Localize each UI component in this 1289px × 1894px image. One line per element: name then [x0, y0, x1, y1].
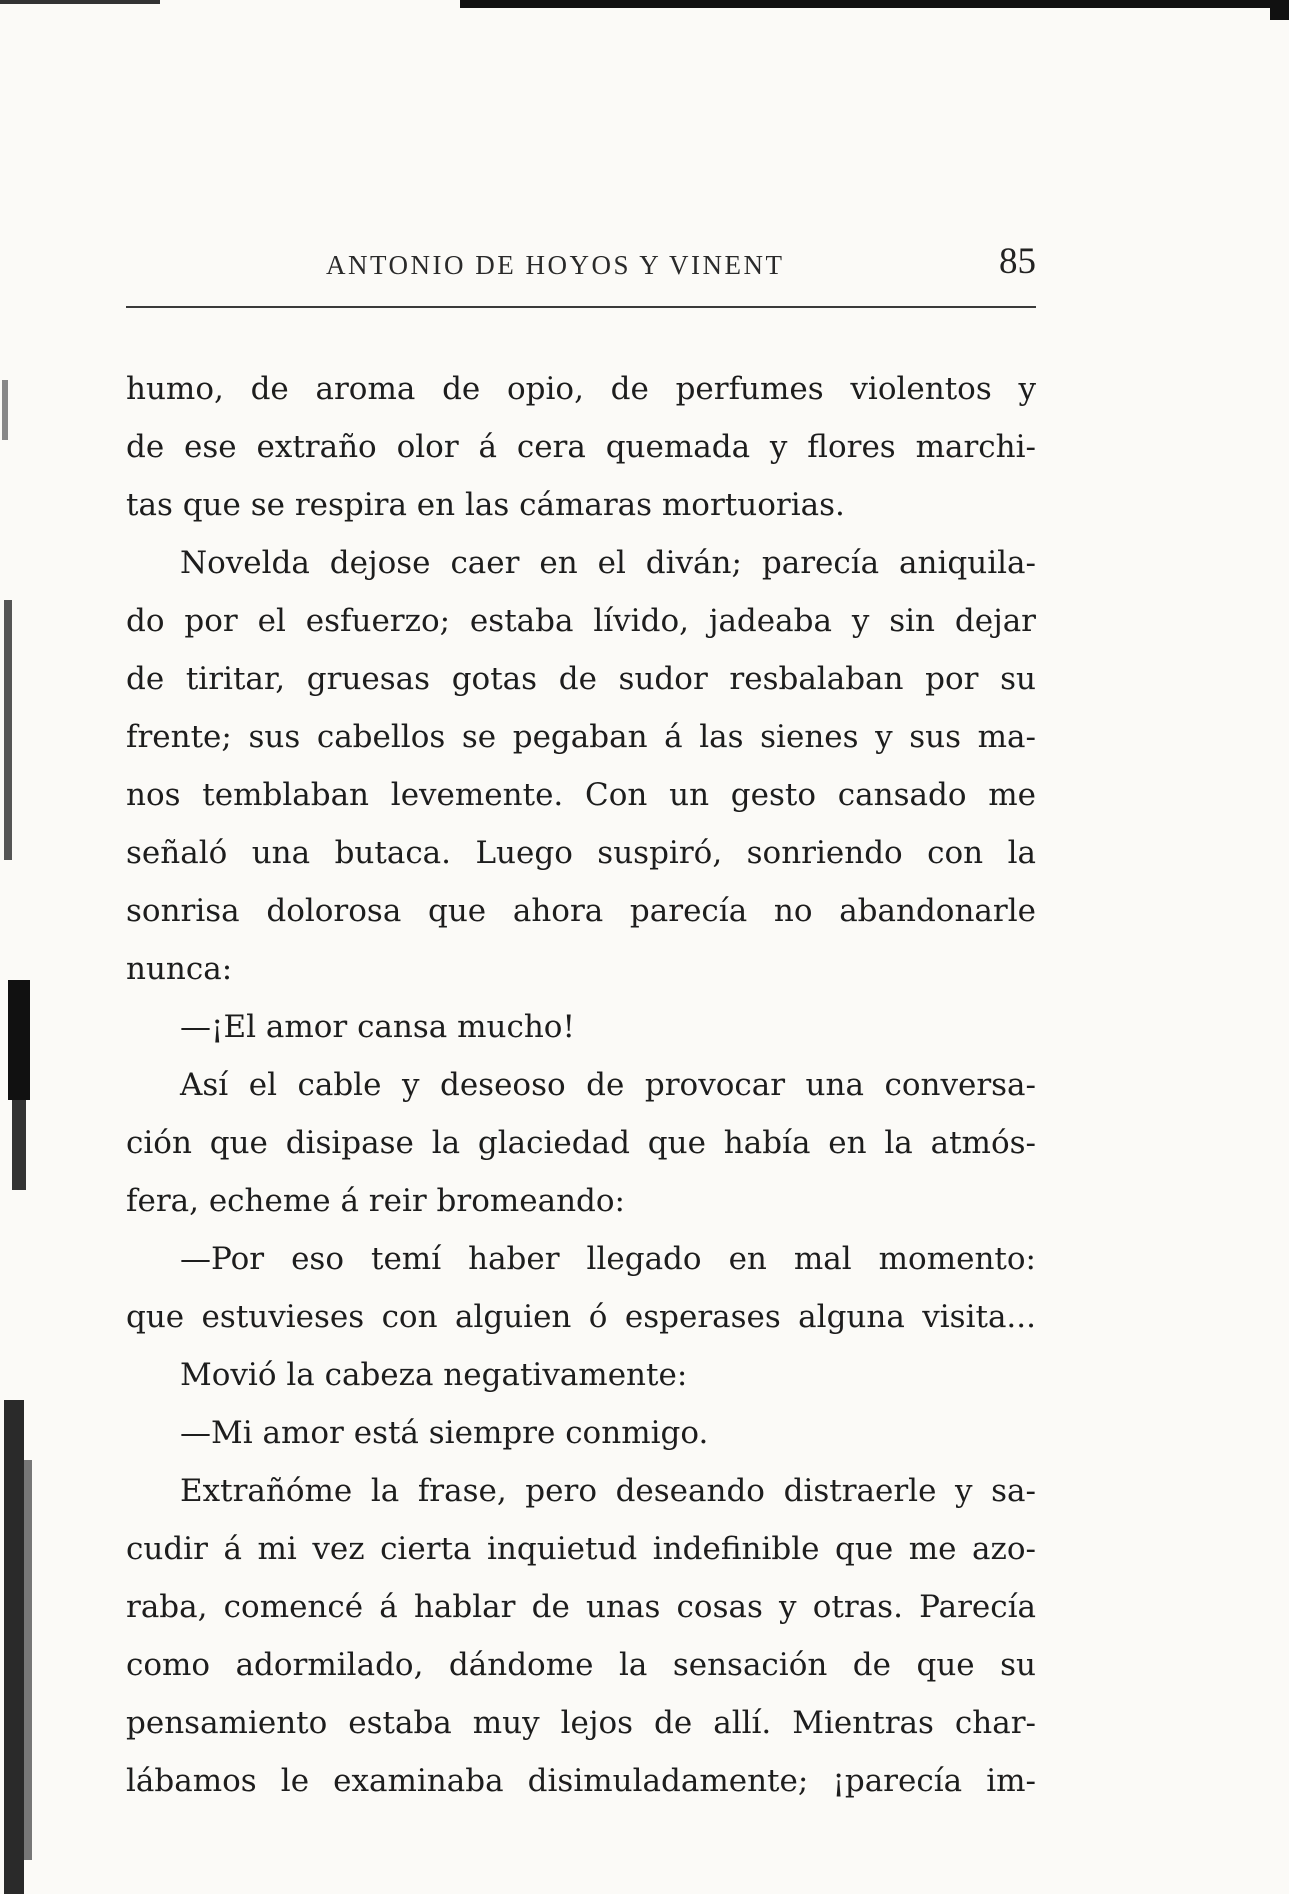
text-line: do por el esfuerzo; estaba lívido, jadeaba y sin dejar [126, 603, 1036, 639]
text-line: Extrañóme la frase, pero deseando distraerle y sa- [180, 1473, 1036, 1509]
text-line: —Por eso temí haber llegado en mal momento: [180, 1241, 1036, 1277]
text-line: tas que se respira en las cámaras mortuorias. [126, 487, 845, 523]
text-line: frente; sus cabellos se pegaban á las sienes y sus ma- [126, 719, 1036, 755]
text-line: de ese extraño olor á cera quemada y flores marchi- [126, 429, 1036, 465]
text-line: que estuvieses con alguien ó esperases alguna visita... [126, 1299, 1036, 1335]
text-line: —Mi amor está siempre conmigo. [180, 1415, 709, 1451]
text-line: fera, echeme á reir bromeando: [126, 1183, 625, 1219]
text-line: de tiritar, gruesas gotas de sudor resbalaban por su [126, 661, 1036, 697]
text-line: Movió la cabeza negativamente: [180, 1357, 688, 1393]
page-number: 85 [999, 241, 1036, 282]
body-text [126, 360, 1036, 1810]
text-line: lábamos le examinaba disimuladamente; ¡parecía im- [126, 1763, 1036, 1799]
scan-edge-shadow [0, 360, 44, 1894]
text-line: nunca: [126, 951, 233, 987]
text-line: ción que disipase la glaciedad que había en la atmós- [126, 1125, 1036, 1161]
text-line: Así el cable y deseoso de provocar una conversa- [180, 1067, 1036, 1103]
text-line: cudir á mi vez cierta inquietud indefinible que me azo- [126, 1531, 1036, 1567]
text-line: señaló una butaca. Luego suspiró, sonriendo con la [126, 835, 1036, 871]
text-line: —¡El amor cansa mucho! [180, 1009, 575, 1045]
running-header [126, 240, 1036, 310]
text-line: Novelda dejose caer en el diván; parecía aniquila- [180, 545, 1036, 581]
text-line: nos temblaban levemente. Con un gesto cansado me [126, 777, 1036, 813]
header-rule [126, 306, 1036, 308]
running-title: ANTONIO DE HOYOS Y VINENT [326, 250, 785, 280]
text-line: como adormilado, dándome la sensación de que su [126, 1647, 1036, 1683]
top-border-rule [0, 0, 1289, 20]
text-line: humo, de aroma de opio, de perfumes violentos y [126, 371, 1036, 407]
text-line: raba, comencé á hablar de unas cosas y otras. Parecía [126, 1589, 1036, 1625]
text-line: pensamiento estaba muy lejos de allí. Mientras char- [126, 1705, 1036, 1741]
text-line: sonrisa dolorosa que ahora parecía no abandonarle [126, 893, 1036, 929]
